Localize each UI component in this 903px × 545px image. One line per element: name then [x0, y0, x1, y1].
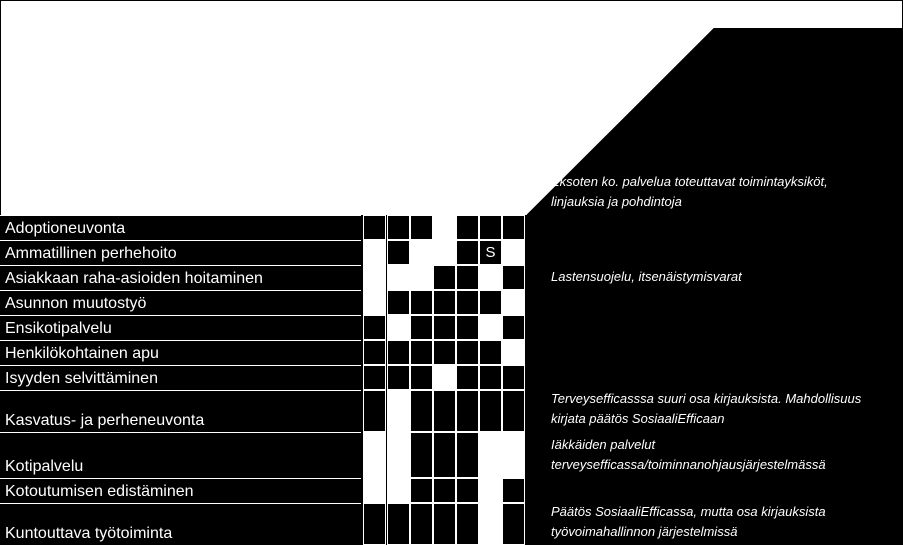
- row-label-text: Kotoutumisen edistäminen: [5, 483, 194, 500]
- grid-cell: [410, 290, 433, 315]
- grid-cell: [410, 503, 433, 545]
- grid-cell: [433, 390, 456, 432]
- row-label-text: Ammatillinen perhehoito: [5, 245, 177, 262]
- grid-cell: [410, 340, 433, 365]
- grid-cell: [479, 315, 502, 340]
- grid-cell: [456, 432, 479, 478]
- row-label: [0, 315, 361, 340]
- row-label-text: Kotipalvelu: [5, 458, 84, 475]
- grid-cell: [363, 432, 386, 478]
- grid-cell: [479, 390, 502, 432]
- grid-cell: [502, 265, 525, 290]
- grid-cell: [479, 290, 502, 315]
- row-note-line: Iäkkäiden palvelut: [551, 437, 656, 452]
- row-note-line: Terveysefficasssa suuri osa kirjauksista. Mahdollisuus: [551, 391, 862, 406]
- grid-cell: [502, 215, 525, 240]
- grid-cell: [433, 478, 456, 503]
- grid-cell: [363, 290, 386, 315]
- grid-cell: [363, 240, 386, 265]
- row-label-text: Isyyden selvittäminen: [5, 370, 158, 387]
- grid-cell: [502, 340, 525, 365]
- grid-cell: [387, 240, 410, 265]
- grid-cell: [502, 365, 525, 390]
- grid-cell: [387, 215, 410, 240]
- grid-cell: [410, 240, 433, 265]
- grid-cell: [363, 503, 386, 545]
- row-label: [0, 390, 361, 432]
- grid-cell: [456, 365, 479, 390]
- row-note: [551, 435, 901, 475]
- grid-cell: S: [479, 240, 502, 265]
- header-note-line: Eksoten ko. palvelua toteuttavat toimintayksiköt,: [551, 174, 828, 189]
- grid-cell: [479, 478, 502, 503]
- grid-cell: [456, 290, 479, 315]
- grid-cell: [433, 340, 456, 365]
- grid-cell: [433, 215, 456, 240]
- grid-cell: [410, 215, 433, 240]
- grid-cell: [502, 432, 525, 478]
- row-label: [0, 503, 361, 545]
- grid-cell: [387, 340, 410, 365]
- grid-cell: [479, 265, 502, 290]
- grid-cell: [410, 315, 433, 340]
- grid-cell: [456, 240, 479, 265]
- row-label-text: Asunnon muutostyö: [5, 295, 147, 312]
- grid-cell: [387, 315, 410, 340]
- row-label-text: Kuntouttava työtoiminta: [5, 525, 173, 542]
- grid-cell: [456, 315, 479, 340]
- grid-cell: [456, 390, 479, 432]
- grid-cell: [387, 365, 410, 390]
- row-label: [0, 290, 361, 315]
- grid-cell: [433, 365, 456, 390]
- grid-cell: [456, 340, 479, 365]
- grid-cell: [387, 432, 410, 478]
- grid-cell: [502, 390, 525, 432]
- grid-cell: [363, 315, 386, 340]
- grid-cell: [410, 265, 433, 290]
- grid-cell: [456, 503, 479, 545]
- grid-cell: [387, 390, 410, 432]
- row-label-text: Asiakkaan raha-asioiden hoitaminen: [5, 270, 263, 287]
- grid-cell: [387, 478, 410, 503]
- grid-cell: [479, 365, 502, 390]
- grid-cell: [363, 390, 386, 432]
- row-label: [0, 240, 361, 265]
- row-label-text: Henkilökohtainen apu: [5, 345, 159, 362]
- grid-cell: [502, 503, 525, 545]
- grid-cell: [433, 240, 456, 265]
- grid-cell: [387, 265, 410, 290]
- grid-cell: [363, 215, 386, 240]
- grid-cell: [410, 390, 433, 432]
- row-label-text: Kasvatus- ja perheneuvonta: [5, 412, 205, 429]
- grid-cell: [456, 265, 479, 290]
- grid-cell: [502, 315, 525, 340]
- grid-cell: [479, 503, 502, 545]
- grid-cell: [433, 503, 456, 545]
- row-note: [551, 502, 901, 542]
- row-label: [0, 365, 361, 390]
- grid-cell: [433, 432, 456, 478]
- row-label: [0, 215, 361, 240]
- grid-cell: [433, 315, 456, 340]
- header-note: [551, 172, 901, 212]
- row-note-line: Päätös SosiaaliEfficassa, mutta osa kirjauksista: [551, 504, 826, 519]
- grid-cell: [502, 240, 525, 265]
- row-label: [0, 478, 361, 503]
- grid-cell: [410, 478, 433, 503]
- grid-cell: [410, 432, 433, 478]
- grid-cell: [479, 432, 502, 478]
- row-label: [0, 265, 361, 290]
- grid-cell: [479, 215, 502, 240]
- grid-cell: [363, 365, 386, 390]
- grid-cell: [456, 215, 479, 240]
- row-note-line: kirjata päätös SosiaaliEfficaan: [551, 411, 725, 426]
- grid-cell: [502, 290, 525, 315]
- grid-cell: [387, 290, 410, 315]
- grid-cell: [363, 478, 386, 503]
- grid-cell: [502, 478, 525, 503]
- grid-cell: [363, 265, 386, 290]
- grid-cell: [410, 365, 433, 390]
- grid-cell: [456, 478, 479, 503]
- row-label: [0, 340, 361, 365]
- grid-cell: [387, 503, 410, 545]
- row-label-text: Ensikotipalvelu: [5, 320, 112, 337]
- row-note: [551, 389, 901, 429]
- row-label-text: Adoptioneuvonta: [5, 220, 126, 237]
- grid-cell: [479, 340, 502, 365]
- row-note-line: terveysefficassa/toiminnanohjausjärjestelmässä: [551, 457, 826, 472]
- row-note-line: Lastensuojelu, itsenäistymisvarat: [551, 269, 742, 284]
- header-note-line: linjauksia ja pohdintoja: [551, 194, 682, 209]
- grid-cell: [363, 340, 386, 365]
- row-note-line: työvoimahallinnon järjestelmissä: [551, 524, 738, 539]
- row-note: [551, 267, 901, 287]
- row-label: [0, 432, 361, 478]
- grid-cell: [433, 290, 456, 315]
- grid-cell: [433, 265, 456, 290]
